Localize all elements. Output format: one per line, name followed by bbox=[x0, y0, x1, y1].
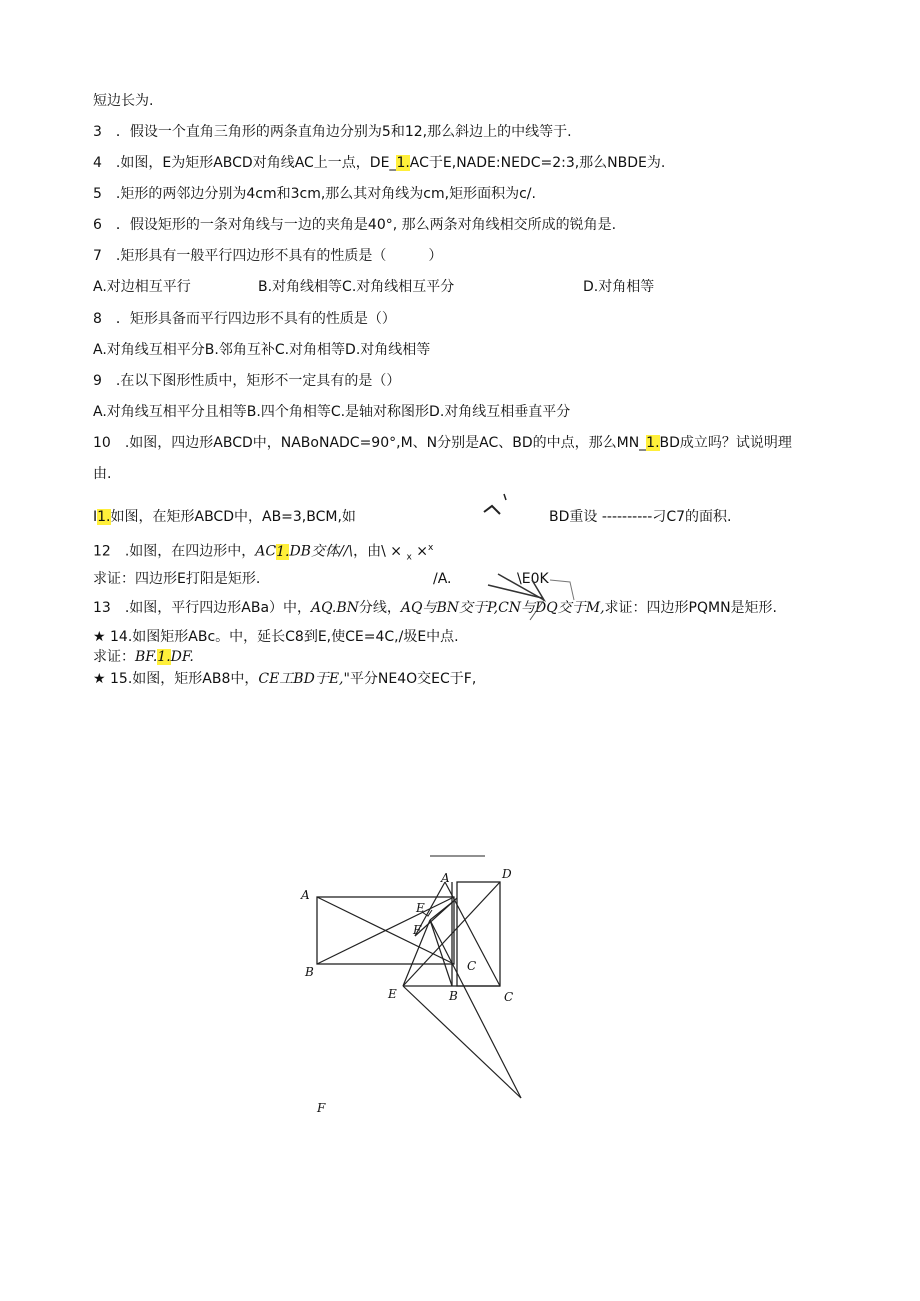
label-F-bottom: F bbox=[317, 1101, 326, 1115]
question-3: 3 ．假设一个直角三角形的两条直角边分别为5和12,那么斜边上的中线等于. bbox=[93, 124, 572, 140]
question-11: I1.如图，在矩形ABCD中，AB=3,BCM,如 bbox=[93, 509, 356, 525]
question-12: 12 .如图，在四边形中，AC1.DB交体//\，由\ × $_x$ ×$^x$ bbox=[93, 543, 434, 563]
label-C-right: C bbox=[504, 990, 514, 1004]
highlight-mark: 1. bbox=[646, 435, 660, 451]
highlight-mark: 1. bbox=[276, 543, 290, 560]
question-9-options: A.对角线互相平分且相等B.四个角相等C.是轴对称图形D.对角线互相垂直平分 bbox=[93, 404, 571, 420]
question-7-option-d: D.对角相等 bbox=[583, 279, 655, 295]
label-B-bottom: B bbox=[449, 989, 458, 1003]
question-4: 4 .如图，E为矩形ABCD对角线AC上一点，DE_1.AC于E,NADE:NEDC=2:3,那么NBDE为. bbox=[93, 155, 666, 171]
question-12-fragment-2: \E0K bbox=[517, 571, 549, 587]
label-B-left: B bbox=[305, 965, 314, 979]
label-C-inner: C bbox=[467, 959, 477, 973]
highlight-mark: 1. bbox=[157, 649, 171, 665]
label-E-inner: E bbox=[416, 901, 425, 915]
question-13: 13 .如图，平行四边形ABa）中，AQ.BN分线，AQ与BN交于P,CN与DQ交于M,求证：四边形PQMN是矩形. bbox=[93, 600, 777, 616]
label-D: D bbox=[502, 867, 512, 881]
question-9: 9 .在以下图形性质中，矩形不一定具有的是（） bbox=[93, 373, 401, 389]
label-E-bottom: E bbox=[388, 987, 397, 1001]
geometry-figure bbox=[295, 848, 545, 1138]
star-icon: ★ bbox=[93, 629, 106, 645]
label-A-left: A bbox=[301, 888, 310, 902]
label-A-right: A bbox=[441, 871, 450, 885]
question-10-cont: 由. bbox=[93, 466, 112, 482]
highlight-mark: 1. bbox=[97, 509, 111, 525]
question-10: 10 .如图，四边形ABCD中，NABoNADC=90°,M、N分别是AC、BD的中点，那么MN_1.BD成立吗？试说明理 bbox=[93, 435, 792, 451]
question-12-fragment: /A. bbox=[433, 571, 452, 587]
text-line-0: 短边长为. bbox=[93, 93, 154, 109]
star-icon: ★ bbox=[93, 671, 106, 687]
label-F-inner: F bbox=[413, 923, 422, 937]
highlight-mark: 1. bbox=[396, 155, 410, 171]
scan-artifact-sketch bbox=[470, 490, 580, 625]
question-7: 7 .矩形具有一般平行四边形不具有的性质是（ ） bbox=[93, 248, 443, 264]
question-12-proof: 求证：四边形E打阳是矩形. bbox=[93, 571, 261, 587]
question-8-options: A.对角线互相平分B.邻角互补C.对角相等D.对角线相等 bbox=[93, 342, 431, 358]
right-rectangle bbox=[457, 882, 500, 986]
question-8: 8 ．矩形具备而平行四边形不具有的性质是（） bbox=[93, 311, 396, 327]
question-7-options-bc: B.对角线相等C.对角线相互平分 bbox=[258, 279, 455, 295]
question-6: 6 ．假设矩形的一条对角线与一边的夹角是40°, 那么两条对角线相交所成的锐角是. bbox=[93, 217, 617, 233]
question-15: ★ 15.如图，矩形AB8中，CE工BD于E,"平分NE4O交EC于F, bbox=[93, 671, 477, 687]
question-14-proof: 求证：BF.1.DF. bbox=[93, 649, 194, 665]
question-11-cont: BD重设 ----------刁C7的面积. bbox=[549, 509, 732, 525]
question-5: 5 .矩形的两邻边分别为4cm和3cm,那么其对角线为cm,矩形面积为c/. bbox=[93, 186, 536, 202]
question-14: ★ 14.如图矩形ABc。中，延长C8到E,使CE=4C,/圾E中点. bbox=[93, 629, 459, 645]
question-7-option-a: A.对边相互平行 bbox=[93, 279, 191, 295]
